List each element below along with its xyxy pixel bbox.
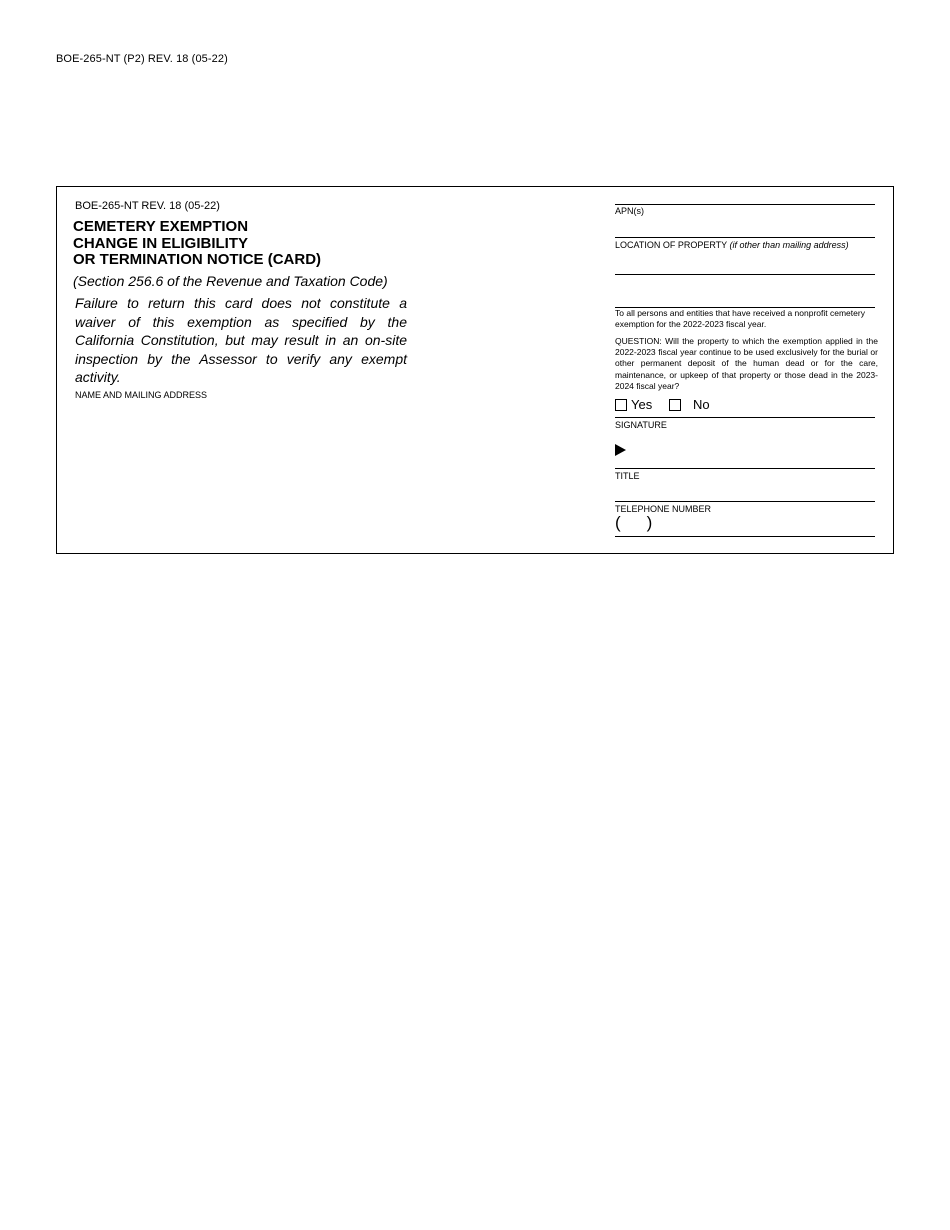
card-title-line: CEMETERY EXEMPTION bbox=[73, 218, 249, 235]
yes-option[interactable] bbox=[615, 397, 652, 412]
location-label-text: LOCATION OF PROPERTY bbox=[615, 240, 728, 250]
phone-open-paren: ( bbox=[615, 513, 621, 532]
card-title bbox=[73, 219, 321, 269]
card-title-line: CHANGE IN ELIGIBILITY bbox=[73, 234, 249, 252]
page-form-code: BOE-265-NT (P2) REV. 18 (05-22) bbox=[56, 53, 228, 65]
card-title-line: OR TERMINATION NOTICE (CARD) bbox=[73, 251, 322, 268]
section-reference: (Section 256.6 of the Revenue and Taxation Code) bbox=[73, 273, 388, 289]
location-label bbox=[615, 240, 849, 250]
notice-card bbox=[56, 186, 894, 554]
signature-field[interactable] bbox=[615, 468, 875, 469]
name-address-label: NAME AND MAILING ADDRESS bbox=[75, 390, 208, 400]
no-label: No bbox=[693, 397, 710, 412]
apn-label: APN(s) bbox=[615, 206, 644, 216]
telephone-label: TELEPHONE NUMBER bbox=[615, 504, 712, 514]
no-option[interactable] bbox=[669, 397, 710, 412]
location-line-2[interactable] bbox=[615, 274, 875, 275]
waiver-warning: Failure to return this card does not constitute a waiver of this exemption as specified by the California Constitution, but may result in an on-site inspection by the Assessor to verify any exempt activity. bbox=[75, 295, 407, 386]
phone-close-paren: ) bbox=[646, 513, 653, 532]
signature-label: SIGNATURE bbox=[615, 420, 667, 430]
signature-top-rule bbox=[615, 417, 875, 418]
location-field[interactable] bbox=[615, 237, 875, 238]
question-text: QUESTION: Will the property to which the exemption applied in the 2022-2023 fiscal year continue to be used exclusively for the burial or other permanent deposit of the human dead or for the care, maintenance, or upkeep of that property or those dead in the 2023-2024 fiscal year? bbox=[615, 336, 878, 391]
intro-text: To all persons and entities that have received a nonprofit cemetery exemption for the 2022-2023 fiscal year. bbox=[615, 308, 865, 329]
location-label-note: (if other than mailing address) bbox=[729, 240, 849, 250]
apn-field[interactable] bbox=[615, 204, 875, 205]
telephone-area-code[interactable] bbox=[615, 513, 652, 533]
yes-checkbox[interactable] bbox=[615, 399, 627, 411]
card-form-code: BOE-265-NT REV. 18 (05-22) bbox=[75, 200, 220, 212]
title-field[interactable] bbox=[615, 501, 875, 502]
no-checkbox[interactable] bbox=[669, 399, 681, 411]
signature-arrow-icon bbox=[615, 444, 626, 456]
title-label: TITLE bbox=[615, 471, 640, 481]
yes-label: Yes bbox=[631, 397, 653, 412]
telephone-field[interactable] bbox=[615, 536, 875, 537]
